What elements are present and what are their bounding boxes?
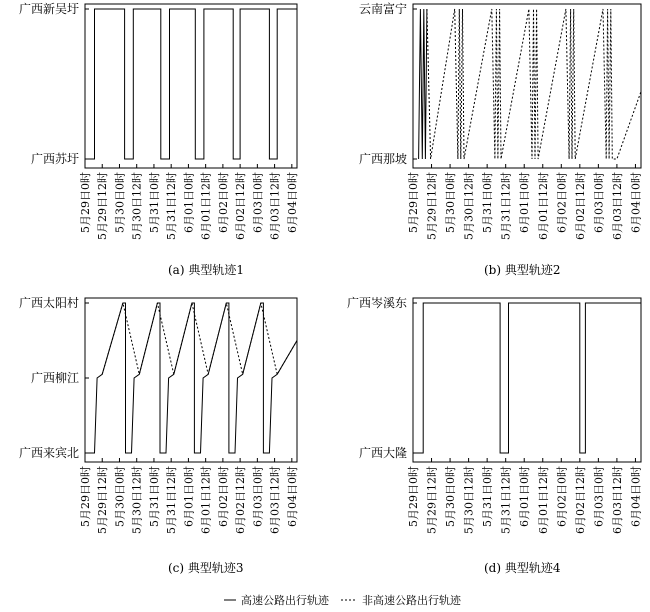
y-tick-label: 广西岑溪东 xyxy=(346,296,407,310)
y-tick-label: 广西新吴圩 xyxy=(18,2,79,16)
x-tick-label: 6月04日0时 xyxy=(629,172,643,233)
panel-caption: (b) 典型轨迹2 xyxy=(484,263,561,277)
y-tick-label: 广西太阳村 xyxy=(18,296,79,310)
plot-frame xyxy=(85,4,297,168)
x-tick-label: 6月03日12时 xyxy=(610,172,624,240)
legend-dashed-label: 非高速公路出行轨迹 xyxy=(362,594,461,607)
series-highway xyxy=(417,303,641,453)
x-tick-label: 6月03日12时 xyxy=(268,172,282,240)
x-tick-label: 6月03日0时 xyxy=(592,172,606,233)
x-tick-label: 6月01日12时 xyxy=(536,172,550,240)
x-tick-label: 5月29日0时 xyxy=(79,172,92,233)
x-tick-label: 6月01日0时 xyxy=(518,466,532,527)
x-tick-label: 5月29日12时 xyxy=(96,172,110,240)
y-tick-label: 广西柳江 xyxy=(30,371,79,385)
x-tick-label: 6月01日0时 xyxy=(182,172,196,233)
plot-frame xyxy=(413,4,641,168)
x-tick-label: 5月31日0时 xyxy=(481,466,495,527)
y-tick-label: 云南富宁 xyxy=(358,2,407,16)
x-tick-label: 6月01日0时 xyxy=(182,466,196,527)
x-tick-label: 6月03日0时 xyxy=(251,172,265,233)
x-tick-label: 5月31日12时 xyxy=(499,466,513,534)
x-tick-label: 6月02日12时 xyxy=(573,172,587,240)
x-tick-label: 5月31日12时 xyxy=(499,172,513,240)
x-tick-label: 5月29日12时 xyxy=(425,172,439,240)
x-tick-label: 6月02日12时 xyxy=(573,466,587,534)
legend-solid-label: 高速公路出行轨迹 xyxy=(241,594,329,607)
x-tick-label: 5月31日12时 xyxy=(165,172,179,240)
x-tick-label: 6月03日0时 xyxy=(251,466,265,527)
x-tick-label: 5月31日0时 xyxy=(147,466,161,527)
x-tick-label: 5月29日12时 xyxy=(96,466,110,534)
x-tick-label: 6月01日12时 xyxy=(199,466,213,534)
x-tick-label: 6月03日0时 xyxy=(592,466,606,527)
series-non-highway xyxy=(102,303,297,374)
panel-4 xyxy=(347,295,642,575)
x-tick-label: 6月02日12时 xyxy=(234,466,248,534)
panel-2 xyxy=(359,1,642,277)
x-tick-label: 6月04日0时 xyxy=(285,466,299,527)
x-tick-label: 6月01日0时 xyxy=(518,172,532,233)
x-tick-label: 5月30日12时 xyxy=(462,172,476,240)
x-tick-label: 5月29日0时 xyxy=(407,466,420,527)
x-tick-label: 6月03日12时 xyxy=(610,466,624,534)
x-tick-label: 5月30日0时 xyxy=(113,172,127,233)
x-tick-label: 5月30日12时 xyxy=(130,172,144,240)
series-non-highway xyxy=(427,9,641,159)
x-tick-label: 6月02日0时 xyxy=(216,172,230,233)
x-tick-label: 5月29日0时 xyxy=(79,466,92,527)
panels xyxy=(19,1,642,575)
x-tick-label: 5月30日12时 xyxy=(130,466,144,534)
panel-caption: (c) 典型轨迹3 xyxy=(168,561,244,575)
x-tick-label: 5月30日0时 xyxy=(113,466,127,527)
x-tick-label: 5月31日12时 xyxy=(165,466,179,534)
x-tick-label: 6月02日12时 xyxy=(234,172,248,240)
panel-3 xyxy=(19,295,299,575)
panel-caption: (d) 典型轨迹4 xyxy=(484,561,561,575)
y-tick-label: 广西那坡 xyxy=(358,152,407,166)
x-tick-label: 5月30日0时 xyxy=(444,466,458,527)
y-tick-label: 广西来宾北 xyxy=(18,446,79,460)
x-tick-label: 6月04日0时 xyxy=(285,172,299,233)
legend xyxy=(224,593,462,607)
plot-frame xyxy=(413,298,641,462)
x-tick-label: 5月31日0时 xyxy=(147,172,161,233)
x-tick-label: 6月04日0时 xyxy=(629,466,643,527)
x-tick-label: 5月29日0时 xyxy=(407,172,420,233)
x-tick-label: 6月02日0时 xyxy=(555,172,569,233)
x-tick-label: 5月29日12时 xyxy=(425,466,439,534)
x-tick-label: 6月02日0时 xyxy=(555,466,569,527)
x-tick-label: 6月02日0时 xyxy=(216,466,230,527)
y-tick-label: 广西大隆 xyxy=(358,446,407,460)
x-tick-label: 6月03日12时 xyxy=(268,466,282,534)
panel-1 xyxy=(19,1,299,277)
x-tick-label: 5月31日0时 xyxy=(481,172,495,233)
series-highway xyxy=(419,9,427,159)
x-tick-label: 5月30日0时 xyxy=(444,172,458,233)
x-tick-label: 6月01日12时 xyxy=(199,172,213,240)
y-tick-label: 广西苏圩 xyxy=(30,152,79,166)
x-tick-label: 5月30日12时 xyxy=(462,466,476,534)
x-tick-label: 6月01日12时 xyxy=(536,466,550,534)
panel-caption: (a) 典型轨迹1 xyxy=(168,263,244,277)
series-highway xyxy=(88,9,297,159)
